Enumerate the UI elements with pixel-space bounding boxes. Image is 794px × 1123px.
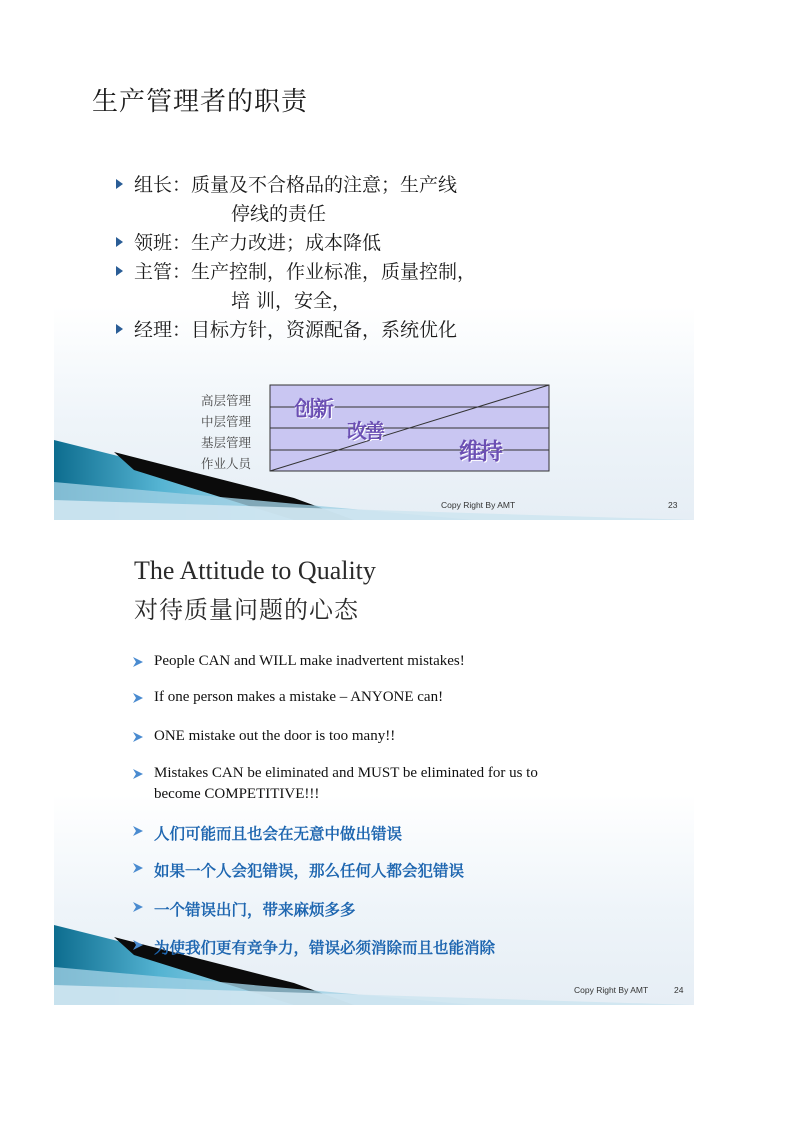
bullet-text: 主管：生产控制，作业标准，质量控制， xyxy=(134,261,477,283)
bullet-triangle-icon xyxy=(116,266,123,276)
bullet-triangle-icon xyxy=(116,324,123,334)
slide-23 xyxy=(54,45,694,520)
arrow-bullet-icon xyxy=(132,656,144,668)
arrow-bullet-icon xyxy=(132,825,144,837)
arrow-bullet-icon xyxy=(132,692,144,704)
bullet-triangle-icon xyxy=(116,237,123,247)
slide-swoosh-decoration xyxy=(54,440,694,520)
arrow-bullet-icon xyxy=(132,731,144,743)
list-item-text: 一个错误出门，带来麻烦多多 xyxy=(154,901,356,919)
list-item xyxy=(154,689,443,706)
bullet-item xyxy=(134,257,476,284)
list-item-text: 为使我们更有竞争力，错误必须消除而且也能消除 xyxy=(154,939,496,957)
footer-copyright: Copy Right By AMT xyxy=(574,985,649,995)
list-item-text: ONE mistake out the door is too many!! xyxy=(154,728,396,744)
list-item xyxy=(154,728,395,745)
slide-title: 生产管理者的职责 xyxy=(92,87,309,117)
page-number: 24 xyxy=(674,985,684,995)
arrow-bullet-icon xyxy=(132,901,144,913)
arrow-bullet-icon xyxy=(132,862,144,874)
page-number: 23 xyxy=(668,500,678,510)
level-label: 高层管理 xyxy=(201,394,252,408)
list-item-text: People CAN and WILL make inadvertent mistakes! xyxy=(154,653,465,669)
slide-title-en: The Attitude to Quality xyxy=(134,556,376,585)
zone-label-improvement: 改善 xyxy=(347,419,383,443)
level-label: 作业人员 xyxy=(201,457,252,471)
bullet-continuation: 停线的责任 xyxy=(231,203,327,225)
list-item xyxy=(154,653,465,670)
list-item-cn xyxy=(154,898,356,920)
bullet-text: 经理：目标方针，资源配备，系统优化 xyxy=(134,319,458,341)
bullet-item xyxy=(134,170,457,197)
list-item-text: 如果一个人会犯错误，那么任何人都会犯错误 xyxy=(154,862,465,880)
bullet-text: 领班：生产力改进；成本降低 xyxy=(134,232,382,254)
list-item xyxy=(154,765,538,782)
slide-24 xyxy=(54,538,694,1005)
arrow-bullet-icon xyxy=(132,768,144,780)
zone-label-innovation: 创新 xyxy=(294,397,332,421)
level-label: 基层管理 xyxy=(201,436,252,450)
arrow-bullet-icon xyxy=(132,939,144,951)
list-item-text: Mistakes CAN be eliminated and MUST be eliminated for us to xyxy=(154,765,538,781)
list-item-cn xyxy=(154,859,464,881)
slide-title-cn: 对待质量问题的心态 xyxy=(134,596,359,624)
list-item-text: 人们可能而且也会在无意中做出错误 xyxy=(154,825,403,843)
list-item-continuation: become COMPETITIVE!!! xyxy=(154,786,320,802)
list-item-text: If one person makes a mistake – ANYONE can! xyxy=(154,689,444,705)
zone-label-maintain: 维持 xyxy=(459,439,501,465)
bullet-continuation: 培 训，安全， xyxy=(231,290,352,312)
bullet-triangle-icon xyxy=(116,179,123,189)
level-label: 中层管理 xyxy=(201,415,252,429)
list-item-cn xyxy=(154,936,495,958)
list-item-cn xyxy=(154,822,402,844)
bullet-item xyxy=(134,315,457,342)
footer-copyright: Copy Right By AMT xyxy=(441,500,516,510)
bullet-text: 组长：质量及不合格品的注意；生产线 xyxy=(134,174,458,196)
bullet-item xyxy=(134,228,381,255)
